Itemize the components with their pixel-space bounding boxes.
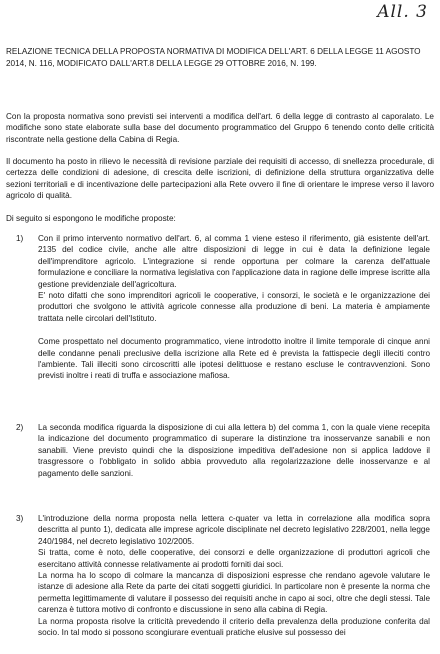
context-paragraph: Il documento ha posto in rilievo le necessità di revisione parziale dei requisiti di accesso, di snellezza procedurale, di certezza delle condizioni di adesione, di crescita delle iscrizioni, di definizione della struttura organizzativa delle sezioni territoriali e di incentivazione delle partecipazioni alla Rete ovvero il fine di orientare le imprese verso il lavoro agricolo di qualità. bbox=[6, 157, 434, 201]
page-marker: All. 3 bbox=[377, 2, 428, 22]
item-paragraph: Si tratta, come è noto, delle cooperative, dei consorzi e delle organizzazione di produttori agricoli che esercitano attività connesse relativamente ai prodotti forniti dai soci. bbox=[38, 548, 430, 569]
intro-paragraph: Con la proposta normativa sono previsti sei interventi a modifica dell'art. 6 della legge di contrasto al caporalato. Le modifiche sono state elaborate sulla base del documento programmatico del Gruppo 6 tenendo conto delle criticità riscontrate nella gestione della Cabina di Regia. bbox=[6, 112, 434, 144]
list-intro: Di seguito si espongono le modifiche proposte: bbox=[6, 214, 176, 223]
item-body bbox=[38, 233, 430, 382]
item-paragraph: La norma ha lo scopo di colmare la mancanza di disposizioni espresse che rendano agevole valutare le istanze di adesione alla Rete da parte dei citati soggetti giuridici. In particolare non è presente la norma che permetta legittimamente di valutare il possesso dei requisiti anche in capo ai soci, oltre che degli stessi. Tale carenza è tuttora motivo di confronto e discussione in seno alla cabina di Regia. bbox=[38, 571, 430, 615]
item-paragraph: Con il primo intervento normativo dell'art. 6, al comma 1 viene esteso il riferimento, già esistente dell'art. 2135 del codice civile, anche alle altre disposizioni di legge in cui è data la definizione legale dell'imprenditore agricolo. L'integrazione si rende opportuna per colmare la carenza dell'attuale formulazione e conciliare la normativa legislativa con l'applicazione data in ragione delle imprese iscritte alla gestione previdenziale dell'agricoltura. bbox=[38, 234, 430, 289]
document-title: RELAZIONE TECNICA DELLA PROPOSTA NORMATIVA DI MODIFICA DELL'ART. 6 DELLA LEGGE 11 AGOSTO 2014, N. 116, MODIFICATO DALL'ART.8 DELLA LEGGE 29 OTTOBRE 2016, N. 199. bbox=[6, 47, 421, 68]
item-paragraph: La norma proposta risolve la criticità prevedendo il criterio della prevalenza della produzione conferita dal socio. In tal modo si possono scongiurare eventuali pratiche elusive sul possesso dei bbox=[38, 616, 430, 638]
item-number: 2) bbox=[16, 423, 24, 432]
item-body bbox=[38, 513, 430, 638]
item-paragraph: E' noto difatti che sono imprenditori agricoli le cooperative, i consorzi, le società e le organizzazione dei produttori che svolgono le attività agricole connesse alla produzione di beni. La materia è ampiamente trattata nelle circolari dell'Istituto. bbox=[38, 291, 430, 323]
item-number: 1) bbox=[16, 234, 24, 243]
item-paragraph: Come prospettato nel documento programmatico, viene introdotto inoltre il limite temporale di cinque anni delle condanne penali preclusive della iscrizione alla Rete ed è prevista la fattispecie degli illeciti contro l'ambiente. Tali illeciti sono circoscritti alle ipotesi delittuose e restano escluse le contravvenzioni. Sono previsti inoltre i reati di truffa e associazione mafiosa. bbox=[38, 337, 430, 381]
item-paragraph: L'introduzione della norma proposta nella lettera c-quater va letta in correlazione alla modifica sopra descritta al punto 1), dedicata alle imprese agricole disciplinate nel decreto legislativo 228/2001, nella legge 240/1984, nel decreto legislativo 102/2005. bbox=[38, 514, 430, 546]
item-number: 3) bbox=[16, 514, 24, 523]
item-paragraph: La seconda modifica riguarda la disposizione di cui alla lettera b) del comma 1, con la quale viene recepita la indicazione del documento programmatico di superare la distinzione tra inosservanze sanabili e non sanabili. Viene previsto quindi che la disposizione impeditiva dell'adesione non si applica laddove il trasgressore o l'obbligato in solido abbia provveduto alla regolarizzazione delle inosservanze e al pagamento delle sanzioni. bbox=[38, 423, 430, 478]
item-body bbox=[38, 422, 430, 479]
